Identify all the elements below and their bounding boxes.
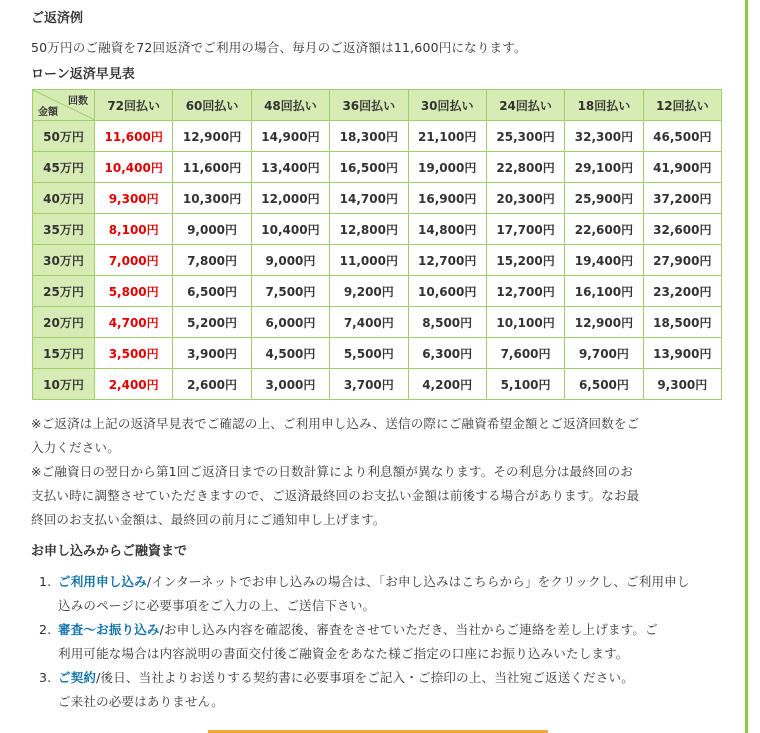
table-row [33,338,722,369]
row-amount-header: 35万円 [33,214,95,245]
table-cell: 9,200円 [330,276,408,307]
process-steps [31,570,731,714]
step-number: 2. [39,622,52,637]
table-cell: 22,600円 [565,214,643,245]
table-row [33,183,722,214]
table-cell: 13,400円 [251,152,329,183]
table-cell: 5,200円 [173,307,251,338]
note-text: ※ご返済は上記の返済早見表でご確認の上、ご利用申し込み、送信の際にご融資希望金額とご返済回数をご [31,416,640,431]
step-text: /後日、当社よりお送りする契約書に必要事項をご記入・ご捺印の上、当社宛ご返送ください。 [96,670,634,685]
table-cell: 20,300円 [486,183,564,214]
loan-table-title: ローン返済早見表 [31,67,135,82]
table-cell: 11,600円 [173,152,251,183]
table-cell: 23,200円 [643,276,721,307]
column-header: 60回払い [173,90,251,121]
table-cell: 25,900円 [565,183,643,214]
table-cell: 9,300円 [643,369,721,400]
column-header: 72回払い [95,90,173,121]
table-row [33,121,722,152]
corner-amount-label: 金額 [38,107,58,118]
table-cell: 25,300円 [486,121,564,152]
right-border [745,0,748,733]
table-cell: 10,600円 [408,276,486,307]
table-cell: 12,700円 [486,276,564,307]
table-row [33,307,722,338]
table-cell: 14,800円 [408,214,486,245]
table-cell: 7,800円 [173,245,251,276]
table-cell: 17,700円 [486,214,564,245]
table-cell: 29,100円 [565,152,643,183]
table-cell: 18,500円 [643,307,721,338]
repayment-example-title: ご返済例 [31,11,84,26]
row-amount-header: 40万円 [33,183,95,214]
table-cell: 16,500円 [330,152,408,183]
highlight-cell: 9,300円 [95,183,173,214]
table-cell: 11,000円 [330,245,408,276]
highlight-cell: 5,800円 [95,276,173,307]
highlight-cell: 2,400円 [95,369,173,400]
table-cell: 12,000円 [251,183,329,214]
row-amount-header: 30万円 [33,245,95,276]
table-row [33,369,722,400]
table-cell: 14,900円 [251,121,329,152]
table-cell: 10,100円 [486,307,564,338]
table-cell: 10,300円 [173,183,251,214]
table-cell: 6,300円 [408,338,486,369]
highlight-cell: 8,100円 [95,214,173,245]
table-cell: 9,000円 [173,214,251,245]
table-cell: 16,900円 [408,183,486,214]
table-cell: 10,400円 [251,214,329,245]
step-text: 利用可能な場合は内容説明の書面交付後ご融資金をあなた様ご指定の口座にお振り込みいたします。 [58,646,629,661]
table-row [33,214,722,245]
column-header: 36回払い [330,90,408,121]
table-cell: 12,700円 [408,245,486,276]
column-header: 24回払い [486,90,564,121]
table-cell: 3,000円 [251,369,329,400]
table-cell: 19,000円 [408,152,486,183]
table-cell: 27,900円 [643,245,721,276]
table-cell: 14,700円 [330,183,408,214]
table-cell: 4,500円 [251,338,329,369]
step-number: 1. [39,574,52,589]
column-header: 30回払い [408,90,486,121]
table-cell: 21,100円 [408,121,486,152]
table-cell: 6,500円 [565,369,643,400]
loan-repayment-table [32,89,722,400]
highlight-cell: 11,600円 [95,121,173,152]
table-cell: 41,900円 [643,152,721,183]
process-step [31,570,731,618]
row-amount-header: 15万円 [33,338,95,369]
process-step [31,618,731,666]
row-amount-header: 10万円 [33,369,95,400]
note-text: 入力ください。 [31,440,120,455]
table-cell: 19,400円 [565,245,643,276]
table-row [33,245,722,276]
table-cell: 3,900円 [173,338,251,369]
column-header: 18回払い [565,90,643,121]
table-row [33,276,722,307]
table-cell: 7,600円 [486,338,564,369]
column-header: 12回払い [643,90,721,121]
table-cell: 9,000円 [251,245,329,276]
table-cell: 12,900円 [173,121,251,152]
table-cell: 5,100円 [486,369,564,400]
process-step [31,666,731,714]
table-cell: 6,000円 [251,307,329,338]
table-cell: 22,800円 [486,152,564,183]
row-amount-header: 25万円 [33,276,95,307]
table-cell: 7,400円 [330,307,408,338]
table-cell: 32,600円 [643,214,721,245]
highlight-cell: 7,000円 [95,245,173,276]
table-cell: 37,200円 [643,183,721,214]
step-text: /インターネットでお申し込みの場合は、「お申し込みはこちらから」をクリックし、ご利用申し [146,574,690,589]
highlight-cell: 10,400円 [95,152,173,183]
table-cell: 7,500円 [251,276,329,307]
note-text: 終回のお支払い金額は、最終回の前月にご通知申し上げます。 [31,512,386,527]
table-cell: 15,200円 [486,245,564,276]
table-cell: 32,300円 [565,121,643,152]
table-cell: 16,100円 [565,276,643,307]
column-header: 48回払い [251,90,329,121]
table-cell: 5,500円 [330,338,408,369]
table-cell: 4,200円 [408,369,486,400]
notes [31,412,731,532]
table-cell: 8,500円 [408,307,486,338]
step-link-contract[interactable]: ご契約 [58,670,97,685]
table-cell: 12,800円 [330,214,408,245]
table-cell: 18,300円 [330,121,408,152]
row-amount-header: 45万円 [33,152,95,183]
note-text: 支払い時に調整させていただきますので、ご返済最終回のお支払い金額は前後する場合があります。なお最 [31,488,640,503]
table-cell: 12,900円 [565,307,643,338]
corner-count-label: 回数 [68,96,88,107]
table-header-row [33,90,722,121]
repayment-example-text: 50万円のご融資を72回返済でご利用の場合、毎月のご返済額は11,600円になります。 [31,40,527,55]
step-text: /お申し込み内容を確認後、審査をさせていただき、当社からご連絡を差し上げます。ご [159,622,658,637]
highlight-cell: 4,700円 [95,307,173,338]
step-link-review[interactable]: 審査～お振り込み [58,622,160,637]
table-row [33,152,722,183]
step-link-apply[interactable]: ご利用申し込み [58,574,147,589]
table-cell: 6,500円 [173,276,251,307]
process-title: お申し込みからご融資まで [31,544,188,559]
row-amount-header: 20万円 [33,307,95,338]
note-text: ※ご融資日の翌日から第1回ご返済日までの日数計算により利息額が異なります。その利息分は最終回のお [31,464,634,479]
highlight-cell: 3,500円 [95,338,173,369]
table-cell: 3,700円 [330,369,408,400]
table-cell: 46,500円 [643,121,721,152]
row-amount-header: 50万円 [33,121,95,152]
step-number: 3. [39,670,52,685]
table-cell: 2,600円 [173,369,251,400]
corner-cell [33,90,95,121]
table-cell: 13,900円 [643,338,721,369]
step-text: ご来社の必要はありません。 [58,694,224,709]
table-cell: 9,700円 [565,338,643,369]
step-text: 込みのページに必要事項をご入力の上、ご送信下さい。 [58,598,376,613]
